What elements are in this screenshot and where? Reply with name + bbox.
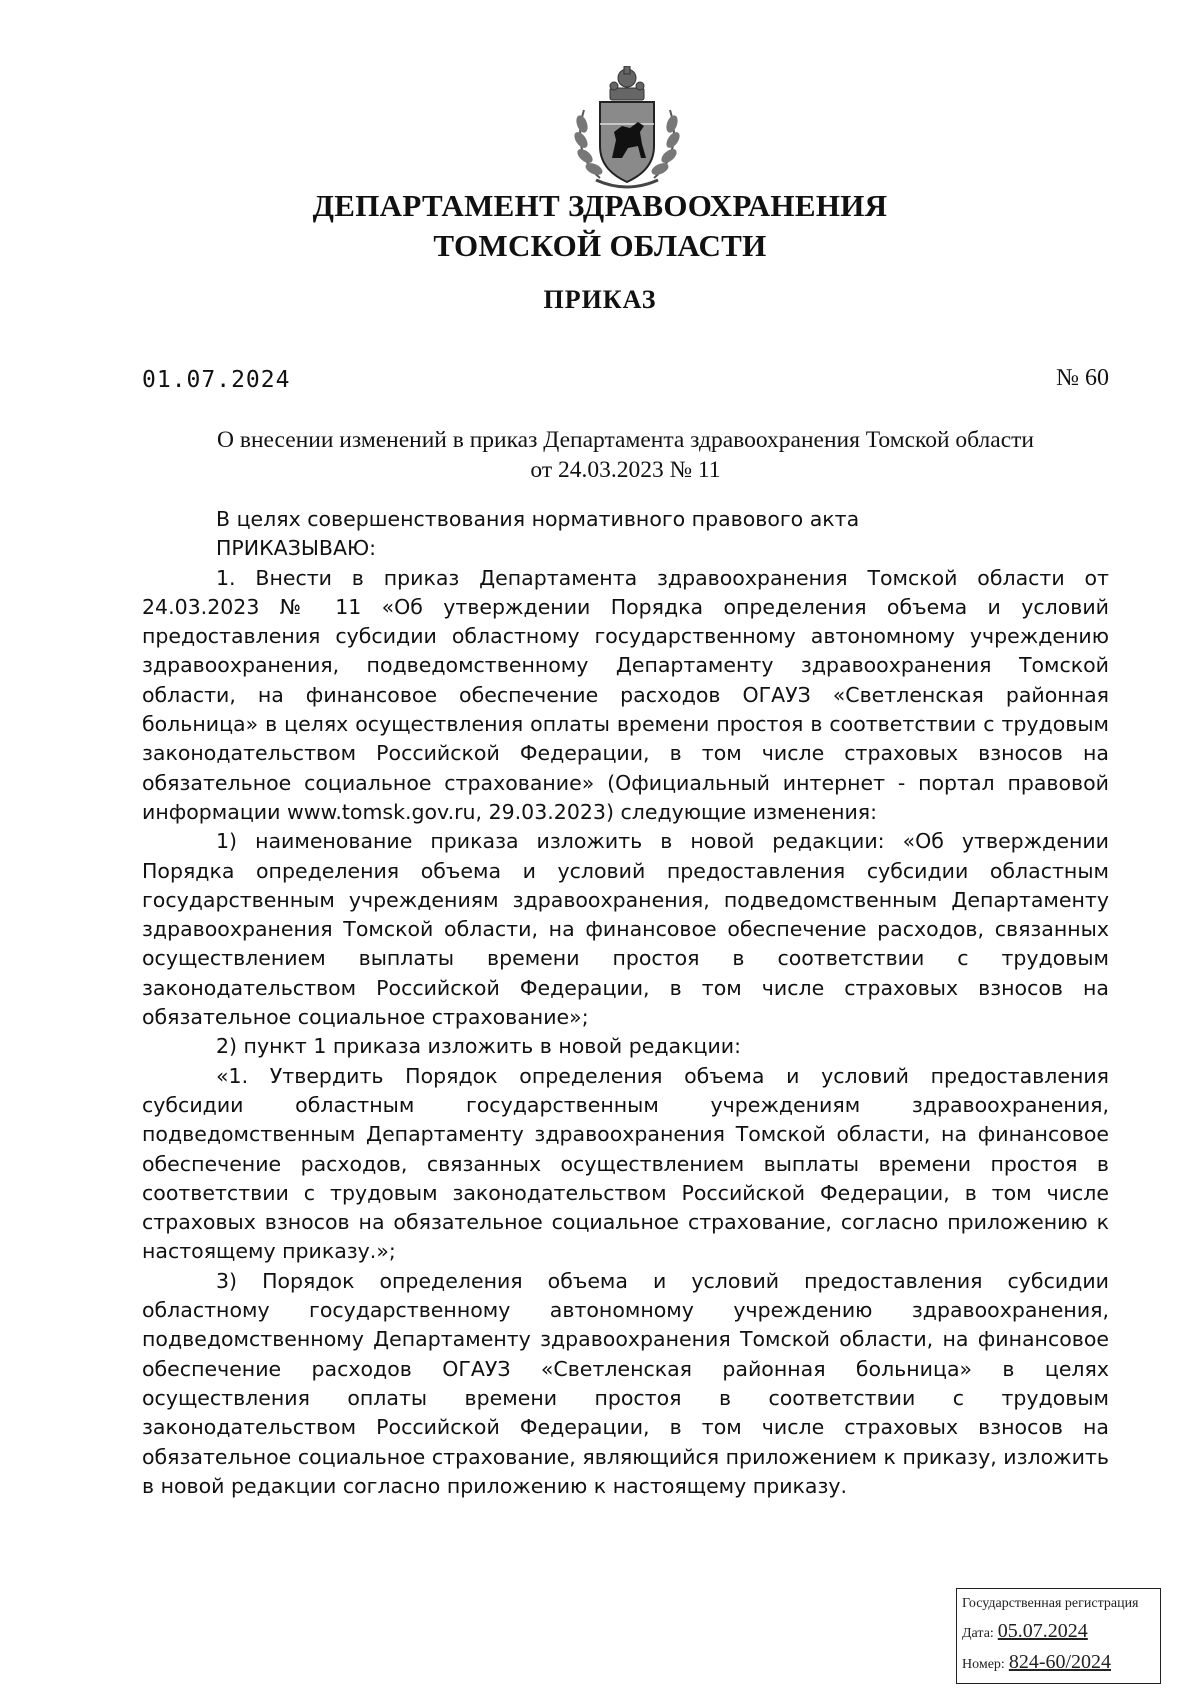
registration-number-value: 824-60/2024 bbox=[1008, 1651, 1112, 1673]
department-name-line1: ДЕПАРТАМЕНТ ЗДРАВООХРАНЕНИЯ bbox=[312, 188, 888, 223]
order-subject-line1: О внесении изменений в приказ Департамента здравоохранения Томской области bbox=[217, 427, 1034, 453]
body-paragraph-subitem-3: 3) Порядок определения объема и условий предоставления субсидии областному государственному автономному учреждению здравоохранения, подведомственному Департаменту здравоохранения Томской области, на финансовое обеспечение расходов ОГАУЗ «Светленская районная больница» в целях осуществления оплаты времени простоя в соответствии с трудовым законодательством Российской Федерации, в том числе страховых взносов на обязательное социальное страхование, являющийся приложением к приказу, изложить в новой редакции согласно приложению к настоящему приказу. bbox=[142, 1268, 1109, 1498]
doc-type-title: ПРИКАЗ bbox=[543, 285, 657, 314]
department-name-line2: ТОМСКОЙ ОБЛАСТИ bbox=[433, 228, 767, 263]
registration-number-label: Номер: bbox=[962, 1657, 1005, 1672]
body-paragraph-item-1: 1. Внести в приказ Департамента здравоохранения Томской области от 24.03.2023 № 11 «Об утверждении Порядка определения объема и условий предоставления субсидии областному государственному автономному учреждению здравоохранения, подведомственному Департаменту здравоохранения Томской области, на финансовое обеспечение расходов ОГАУЗ «Светленская районная больница» в целях осуществления оплаты времени простоя в соответствии с трудовым законодательством Российской Федерации, в том числе страховых взносов на обязательное социальное страхование» (Официальный интернет - портал правовой информации www.tomsk.gov.ru, 29.03.2023) следующие изменения: bbox=[142, 565, 1109, 824]
body-paragraph-subitem-2: 2) пункт 1 приказа изложить в новой редакции: bbox=[216, 1034, 742, 1059]
body-paragraph-preamble: В целях совершенствования нормативного правового акта bbox=[216, 507, 860, 531]
registration-stamp bbox=[956, 1588, 1161, 1684]
body-paragraph-quoted-item: «1. Утвердить Порядок определения объема и условий предоставления субсидии областным государственным учреждениям здравоохранения, подведомственным Департаменту здравоохранения Томской области, на финансовое обеспечение расходов, связанных осуществлением выплаты времени простоя в соответствии с трудовым законодательством Российской Федерации, в том числе страховых взносов на обязательное социальное страхование, согласно приложению к настоящему приказу.»; bbox=[142, 1063, 1109, 1264]
registration-date-row bbox=[962, 1617, 1156, 1648]
registration-number-row bbox=[962, 1648, 1156, 1679]
registration-date-label: Дата: bbox=[962, 1626, 994, 1641]
registration-title: Государственная регистрация bbox=[962, 1596, 1139, 1611]
registration-date-value: 05.07.2024 bbox=[997, 1620, 1088, 1642]
order-number: № 60 bbox=[1056, 365, 1109, 391]
order-subject bbox=[142, 425, 1109, 485]
order-date: 01.07.2024 bbox=[142, 367, 291, 393]
order-subject-line2: от 24.03.2023 № 11 bbox=[530, 457, 721, 483]
tomsk-region-coat-of-arms-icon bbox=[570, 66, 684, 192]
body-paragraph-order-word: ПРИКАЗЫВАЮ: bbox=[216, 536, 377, 561]
body-paragraph-subitem-1: 1) наименование приказа изложить в новой редакции: «Об утверждении Порядка определения объема и условий предоставления субсидии областным государственным учреждениям здравоохранения, подведомственным Департаменту здравоохранения Томской области, на финансовое обеспечение расходов, связанных осуществлением выплаты времени простоя в соответствии с трудовым законодательством Российской Федерации, в том числе страховых взносов на обязательное социальное страхование»; bbox=[142, 829, 1109, 1030]
order-body bbox=[142, 505, 1109, 1501]
